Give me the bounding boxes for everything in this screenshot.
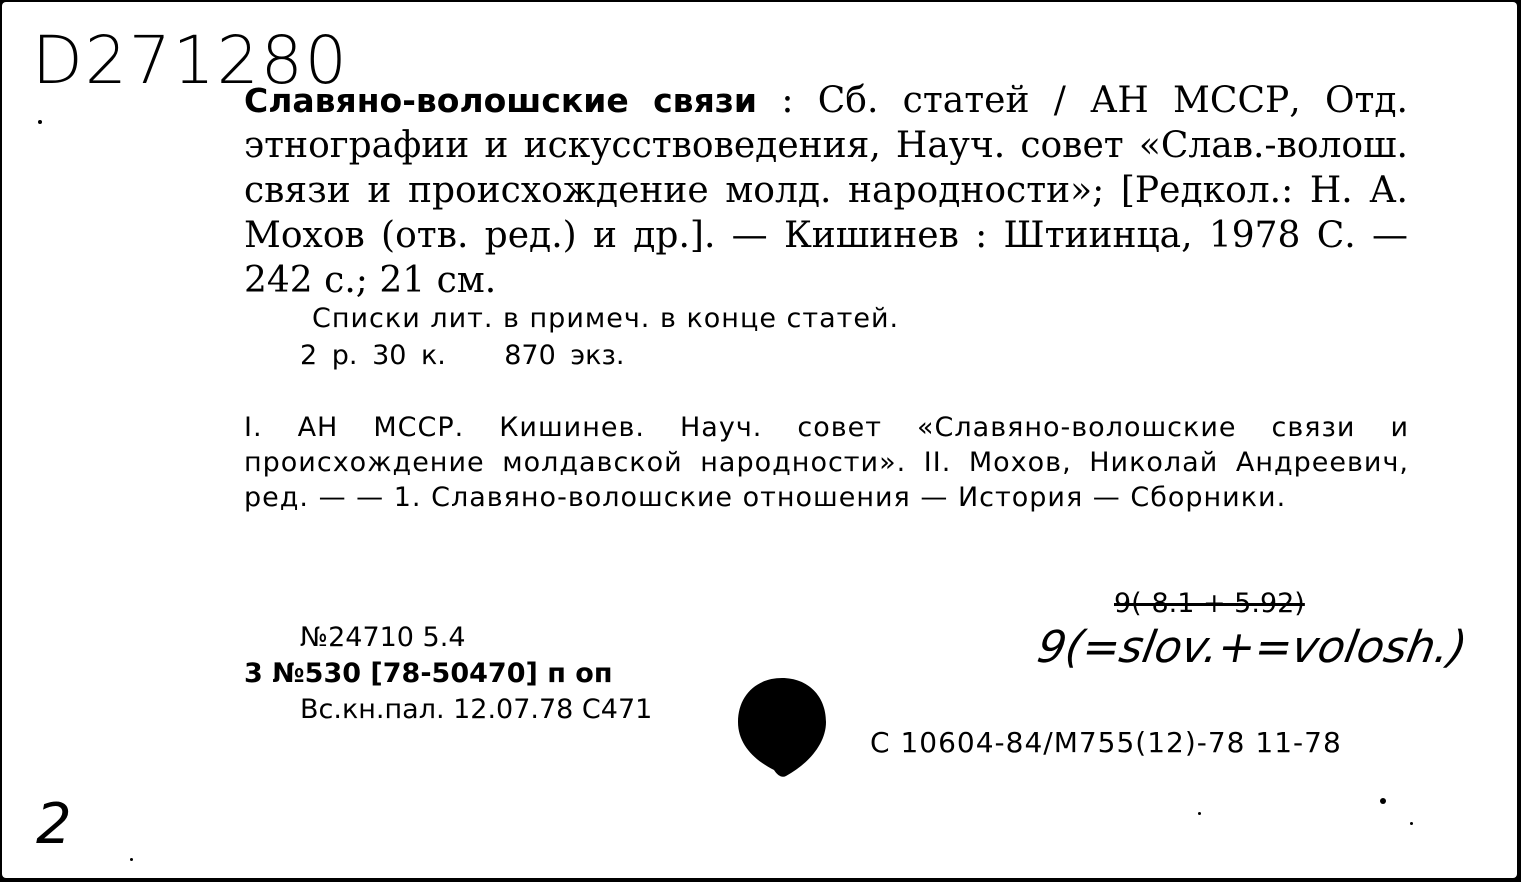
catalog-codes: С 10604-84/М755(12)-78 11-78 — [870, 726, 1342, 759]
handwritten-call-number: D271280 — [32, 22, 349, 99]
notes-line: Списки лит. в примеч. в конце статей. — [312, 303, 900, 334]
speck — [1410, 822, 1413, 825]
copies-count: 870 экз. — [504, 340, 625, 371]
price-line — [300, 340, 624, 371]
classification-handwritten: 9(=slov.+=volosh.) — [1033, 622, 1471, 673]
pub-line-2: 3 №530 [78-50470] п оп — [244, 658, 613, 689]
pub-line-1: №24710 5.4 — [300, 622, 466, 653]
bibliographic-description — [244, 78, 1408, 303]
book-title: Славяно-волошские связи — [244, 81, 758, 120]
handwritten-corner-mark: 2 — [36, 792, 72, 857]
price: 2 р. 30 к. — [300, 340, 446, 371]
speck — [1198, 812, 1201, 815]
punch-hole — [736, 674, 828, 778]
pub-line-3: Вс.кн.пал. 12.07.78 С471 — [300, 694, 653, 725]
classification-crossed: 9(-8.1 + 5.92) — [1114, 588, 1305, 619]
speck — [38, 120, 42, 124]
publication-info — [244, 620, 652, 728]
subject-entries: I. АН МССР. Кишинев. Науч. совет «Славяно-волошские связи и происхождение молдавской народности». II. Мохов, Николай Андреевич, ред. — — 1. Славяно-волошские отношения — История — Сборники. — [244, 412, 1409, 513]
speck — [130, 858, 133, 861]
catalog-card — [2, 2, 1517, 878]
speck — [1380, 798, 1386, 804]
description-text: : Сб. статей / АН МССР, Отд. этнографии и искусствоведения, Науч. совет «Слав.-волош. связи и происхождение молд. народности»; [Редкол.: Н. А. Мохов (отв. ред.) и др.]. — Кишинев : Штиинца, 1978 С. — 242 с.; 21 см. — [244, 80, 1408, 301]
